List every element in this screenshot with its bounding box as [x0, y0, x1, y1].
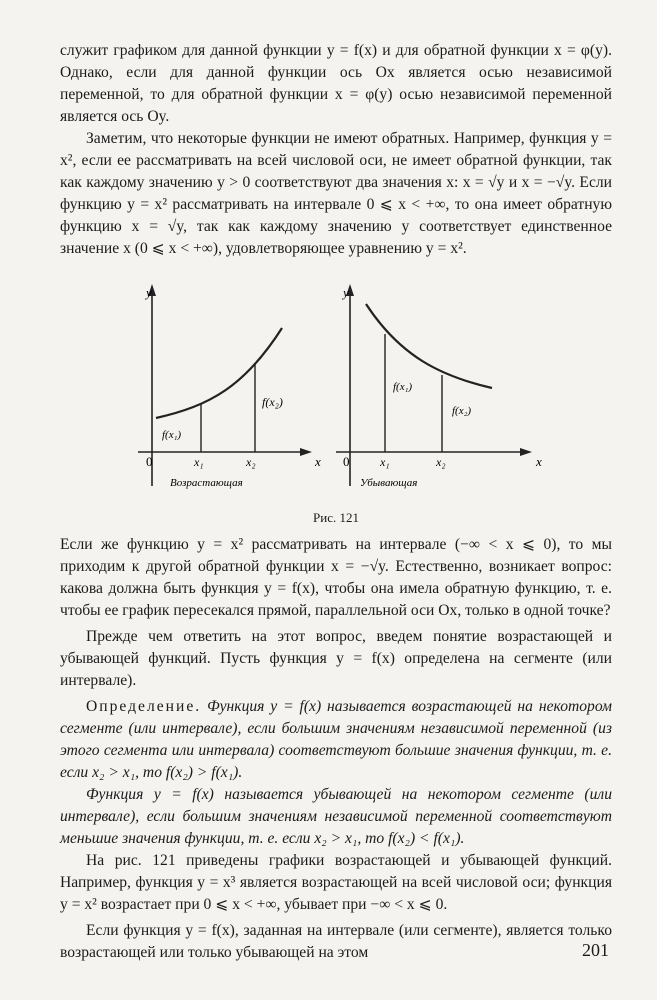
- label-f2-left: f(x₂): [262, 395, 283, 409]
- paragraph-8: Если функция y = f(x), заданная на интервале (или сегменте), является только возрастающей или только убывающей на этом: [60, 922, 612, 961]
- figure-caption: Рис. 121: [313, 510, 359, 525]
- x-arrow-right: [520, 448, 532, 456]
- label-x2-left: x₂: [246, 455, 256, 469]
- title-increasing: Возрастающая: [170, 477, 243, 489]
- figure-121: [60, 276, 612, 506]
- label-x-right: x: [536, 454, 542, 469]
- label-x1-left: x₁: [194, 455, 204, 469]
- paragraph-4: Прежде чем ответить на этот вопрос, введем понятие возрастающей и убывающей функций. Пусть функция y = f(x) определена на сегменте (или интервале).: [60, 628, 612, 689]
- definition-label: Определение.: [86, 698, 202, 715]
- definition-increasing: [60, 696, 612, 784]
- label-x2-right: x₂: [436, 455, 446, 469]
- figure-svg: [60, 276, 612, 506]
- paragraph-1: служит графиком для данной функции y = f(x) и для обратной функции x = φ(y). Однако, если для данной функции ось Ox является осью независимой переменной, то для обратной функции x = φ(y) осью независимой переменной является ось Oy.: [60, 42, 612, 125]
- definition-increasing-text: Функция y = f(x) называется возрастающей на некотором сегменте (или интервале), если большим значениям независимой переменной (из этого сегмента или интервала) соответствуют большие значения функции, т. е. если x₂ > x₁, то f(x₂) > f(x₁).: [60, 698, 613, 781]
- label-f1-left: f(x₁): [162, 429, 182, 441]
- origin-right: 0: [343, 454, 350, 469]
- definition-decreasing: Функция y = f(x) называется убывающей на некотором сегменте (или интервале), если большим значениям независимой переменной соответствуют меньшие значения функции, т. е. если x₂ > x₁, то f(x₂) < f(x₁).: [60, 786, 612, 847]
- title-decreasing: Убывающая: [360, 477, 418, 489]
- label-y-right: y: [343, 285, 349, 300]
- graph-decreasing: [336, 284, 542, 489]
- origin-left: 0: [146, 454, 153, 469]
- label-y-left: y: [146, 285, 152, 300]
- label-x-left: x: [315, 454, 321, 469]
- paragraph-7: На рис. 121 приведены графики возрастающей и убывающей функций. Например, функция y = x³ является возрастающей на всей числовой оси; функция y = x² возрастает при 0 ⩽ x < +∞, убывает при −∞ < x ⩽ 0.: [60, 852, 612, 913]
- page-number: 201: [582, 940, 609, 960]
- label-f2-right: f(x₂): [452, 405, 472, 417]
- page-body: [60, 40, 612, 964]
- paragraph-2: Заметим, что некоторые функции не имеют обратных. Например, функция y = x², если ее рассматривать на всей числовой оси, не имеет обратной функции, так как каждому значению y > 0 соответствуют два значения x: x = √y и x = −√y. Если функцию y = x² рассматривать на интервале 0 ⩽ x < +∞, то она имеет обратную функцию x = √y, так как каждому значению y соответствует единственное значение x (0 ⩽ x < +∞), удовлетворяющее уравнению y = x².: [60, 130, 612, 257]
- graph-increasing: [138, 284, 321, 489]
- label-x1-right: x₁: [380, 455, 390, 469]
- x-arrow-left: [300, 448, 312, 456]
- paragraph-3: Если же функцию y = x² рассматривать на интервале (−∞ < x ⩽ 0), то мы приходим к другой обратной функции x = −√y. Естественно, возникает вопрос: какова должна быть функция y = f(x), чтобы она имела обратную функцию, т. е. чтобы ее график пересекался прямой, параллельной оси Ox, только в одной точке?: [60, 536, 612, 619]
- label-f1-right: f(x₁): [393, 381, 413, 393]
